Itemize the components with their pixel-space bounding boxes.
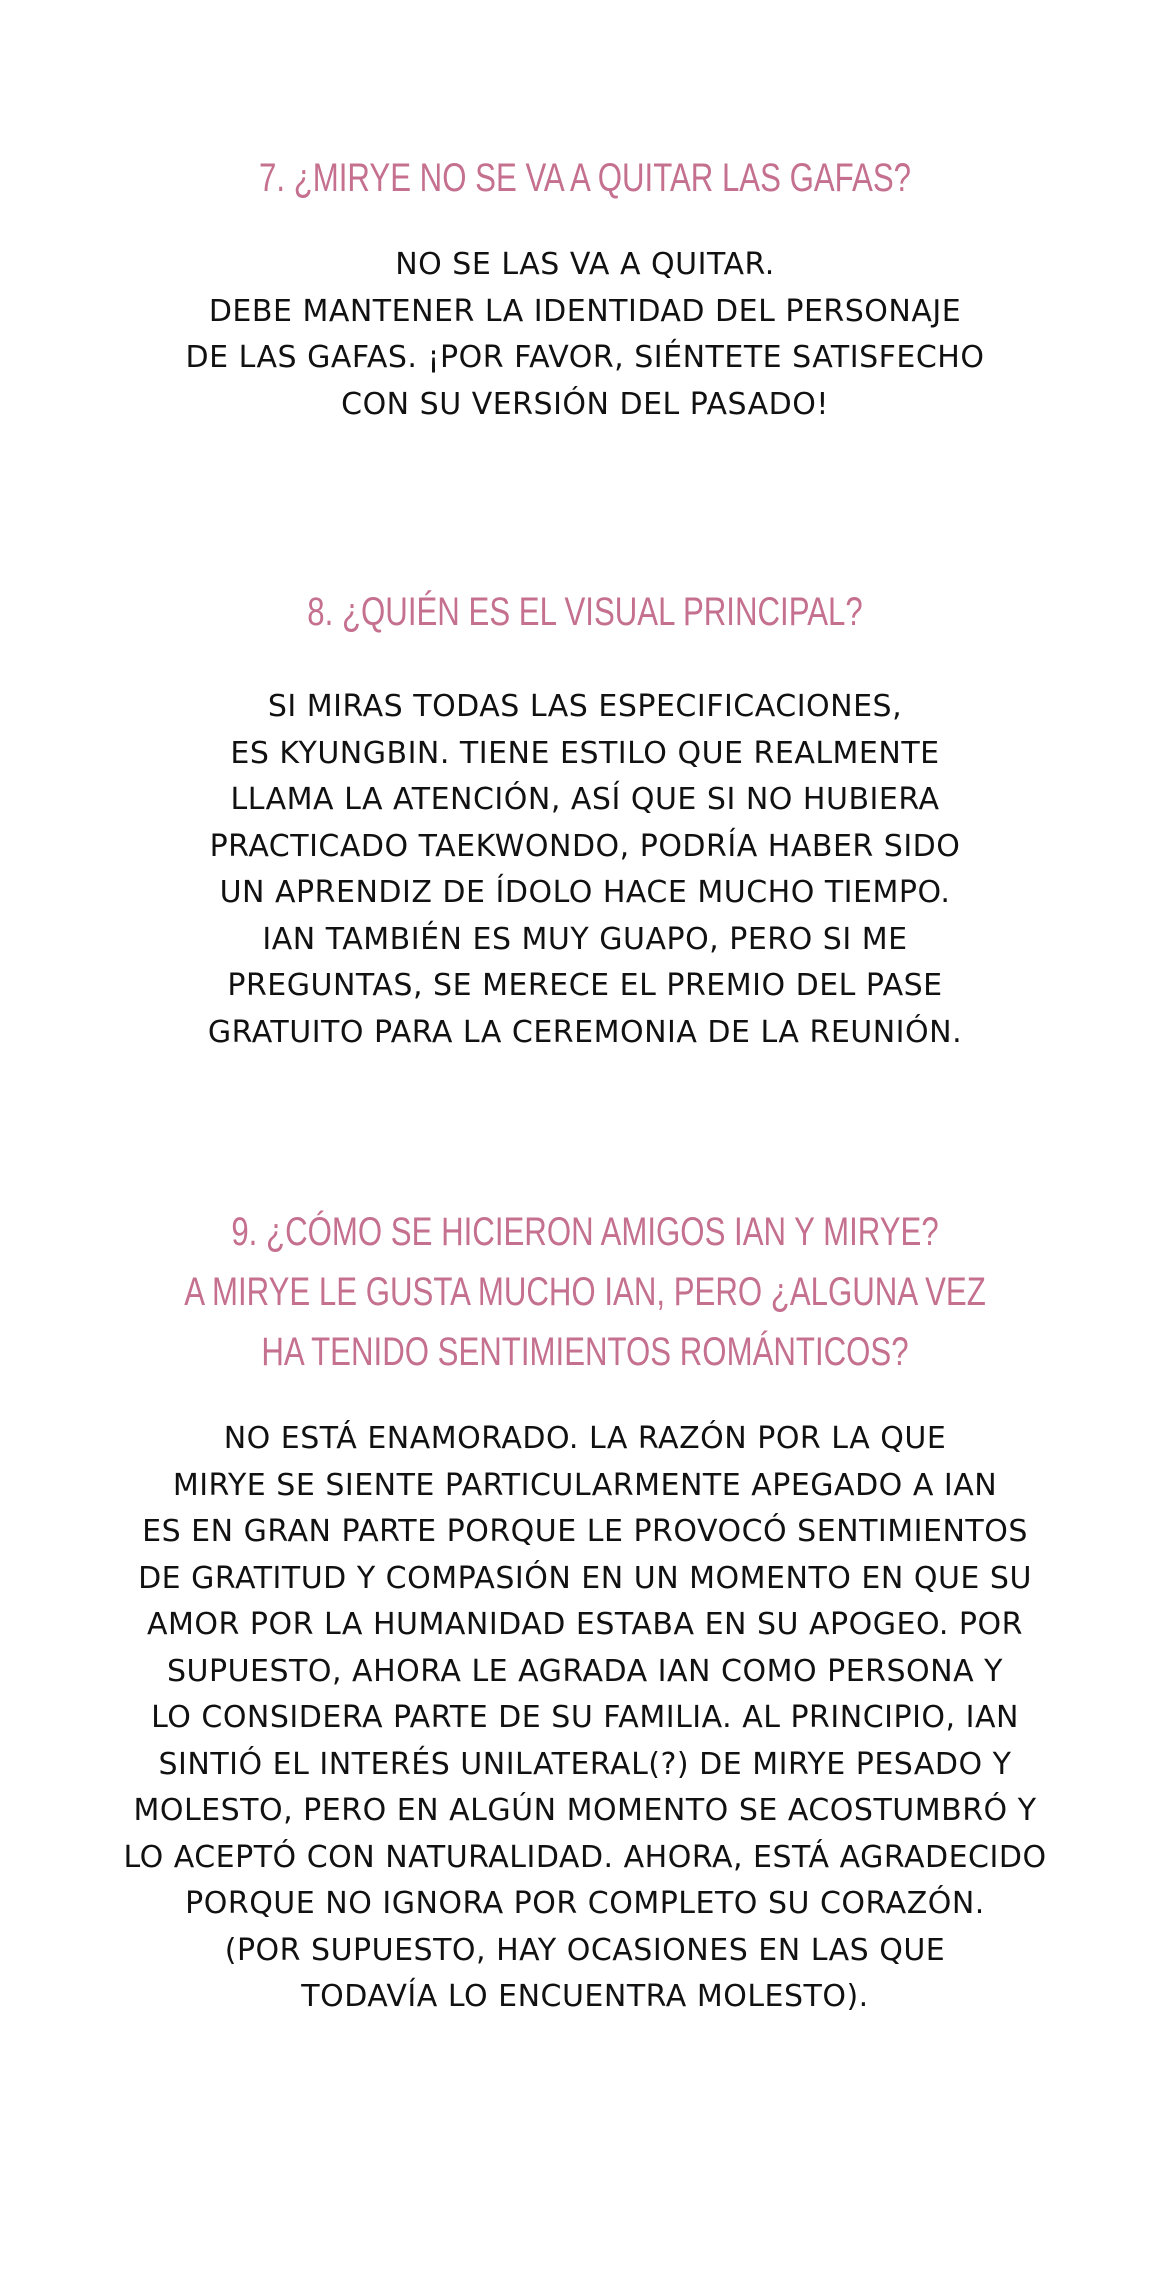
answer-line: AMOR POR LA HUMANIDAD ESTABA EN SU APOGEO. POR — [147, 1607, 1023, 1642]
answer-line: TODAVÍA LO ENCUENTRA MOLESTO). — [301, 1979, 869, 2014]
answer-line: UN APRENDIZ DE ÍDOLO HACE MUCHO TIEMPO. — [219, 875, 951, 910]
answer-line: SI MIRAS TODAS LAS ESPECIFICACIONES, — [267, 689, 903, 724]
answer-line: ES EN GRAN PARTE PORQUE LE PROVOCÓ SENTIMIENTOS — [142, 1514, 1028, 1549]
answer-line: PREGUNTAS, SE MERECE EL PREMIO DEL PASE — [227, 968, 943, 1003]
answer-line: SUPUESTO, AHORA LE AGRADA IAN COMO PERSONA Y — [167, 1653, 1003, 1689]
question-line: 8. ¿QUIÉN ES EL VISUAL PRINCIPAL? — [307, 590, 863, 634]
faq-question — [129, 1202, 1042, 1382]
answer-line: LO ACEPTÓ CON NATURALIDAD. AHORA, ESTÁ AGRADECIDO — [123, 1839, 1047, 1875]
answer-line: PORQUE NO IGNORA POR COMPLETO SU CORAZÓN. — [185, 1886, 985, 1921]
answer-line: (POR SUPUESTO, HAY OCASIONES EN LAS QUE — [224, 1932, 946, 1968]
question-line: 7. ¿MIRYE NO SE VA A QUITAR LAS GAFAS? — [259, 156, 911, 200]
question-line: A MIRYE LE GUSTA MUCHO IAN, PERO ¿ALGUNA VEZ — [184, 1270, 986, 1314]
faq-question — [129, 582, 1042, 642]
answer-line: ES KYUNGBIN. TIENE ESTILO QUE REALMENTE — [230, 735, 940, 771]
faq-answer — [0, 242, 1170, 428]
answer-line: NO ESTÁ ENAMORADO. LA RAZÓN POR LA QUE — [223, 1421, 947, 1456]
answer-line: NO SE LAS VA A QUITAR. — [395, 247, 775, 282]
answer-line: LLAMA LA ATENCIÓN, ASÍ QUE SI NO HUBIERA — [230, 782, 940, 817]
faq-item-7 — [0, 148, 1170, 428]
faq-answer — [0, 684, 1170, 1056]
answer-line: GRATUITO PARA LA CEREMONIA DE LA REUNIÓN. — [207, 1014, 963, 1050]
answer-line: DE LAS GAFAS. ¡POR FAVOR, SIÉNTETE SATISFECHO — [185, 340, 985, 375]
answer-line: MOLESTO, PERO EN ALGÚN MOMENTO SE ACOSTUMBRÓ Y — [133, 1793, 1037, 1828]
faq-item-9 — [0, 1202, 1170, 2021]
question-line: HA TENIDO SENTIMIENTOS ROMÁNTICOS? — [261, 1330, 909, 1374]
answer-line: IAN TAMBIÉN ES MUY GUAPO, PERO SI ME — [262, 921, 908, 957]
answer-line: DE GRATITUD Y COMPASIÓN EN UN MOMENTO EN QUE SU — [138, 1560, 1032, 1596]
faq-question — [129, 148, 1042, 208]
answer-line: MIRYE SE SIENTE PARTICULARMENTE APEGADO A IAN — [172, 1467, 998, 1503]
faq-item-8 — [0, 582, 1170, 1056]
question-line: 9. ¿CÓMO SE HICIERON AMIGOS IAN Y MIRYE? — [231, 1210, 939, 1254]
faq-answer — [0, 1416, 1170, 2021]
answer-line: LO CONSIDERA PARTE DE SU FAMILIA. AL PRINCIPIO, IAN — [151, 1700, 1019, 1735]
answer-line: DEBE MANTENER LA IDENTIDAD DEL PERSONAJE — [208, 293, 962, 329]
answer-line: SINTIÓ EL INTERÉS UNILATERAL(?) DE MIRYE PESADO Y — [158, 1746, 1012, 1782]
answer-line: CON SU VERSIÓN DEL PASADO! — [341, 386, 829, 422]
answer-line: PRACTICADO TAEKWONDO, PODRÍA HABER SIDO — [209, 828, 961, 864]
